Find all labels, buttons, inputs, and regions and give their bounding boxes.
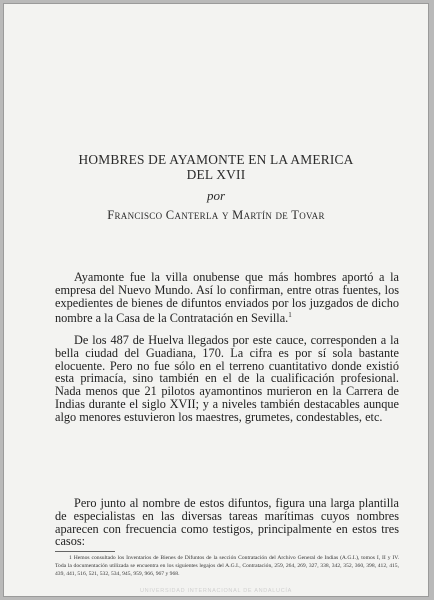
article-title-line2: DEL XVII [186,167,246,182]
footnote-block [55,555,399,578]
body-paragraph-2-block [55,334,399,424]
footer-watermark: UNIVERSIDAD INTERNACIONAL DE ANDALUCÍA [139,588,292,594]
footnote-1: 1 Hemos consultado los Inventarios de Bienes de Difuntos de la sección Contratación del Archivo General de Indias (A.G.I.), tomos I, II y IV. Toda la documentación utilizada se encuentra en los siguientes legajos del A.G.I., Contratación, 259, 264, 269, 327, 338, 342, 352, 360, 398, 412, 415, 439, 441, 516, 521, 532, 534, 945, 959, 966, 967 y 968. [55,555,399,577]
body-paragraph-2: De los 487 de Huelva llegados por este cauce, corresponden a la bella ciudad del Guadiana, 170. La cifra es por sí sola bastante elocuente. Pero no fue sólo en el terreno cuantitativo donde existió esta primacía, sino también en el de la cualificación profesional. Nada menos que 21 pilotos ayamontinos murieron en la Carrera de Indias durante el siglo XVII; y a niveles también destacables aunque algo menores estuvieron los maestres, grumetes, condestables, etc. [55,333,399,424]
footnote-marker: 1 [288,311,292,320]
document-page [3,3,429,597]
body-paragraph-1-block [55,271,399,325]
body-paragraph-3: Pero junto al nombre de estos difuntos, figura una larga plantilla de especialistas en las diversas tareas marítimas cuyos nombres aparecen con frecuencia como testigos, principalmente en estos tres casos: [55,496,399,549]
body-paragraph-1 [55,271,399,325]
body-paragraph-3-block [55,497,399,548]
byline-por: por [206,188,226,203]
paragraph-1-text: Ayamonte fue la villa onubense que más hombres aportó a la empresa del Nuevo Mundo. Así lo confirman, entre otras fuentes, los expedientes de bienes de difuntos enviados por los juzgados de dicho nombre a la Casa de la Contratación en Sevilla. [55,270,399,326]
article-authors: Francisco Canterla y Martín de Tovar [107,208,325,222]
footnote-rule [55,551,115,552]
article-title-line1: HOMBRES DE AYAMONTE EN LA AMERICA [78,152,354,167]
